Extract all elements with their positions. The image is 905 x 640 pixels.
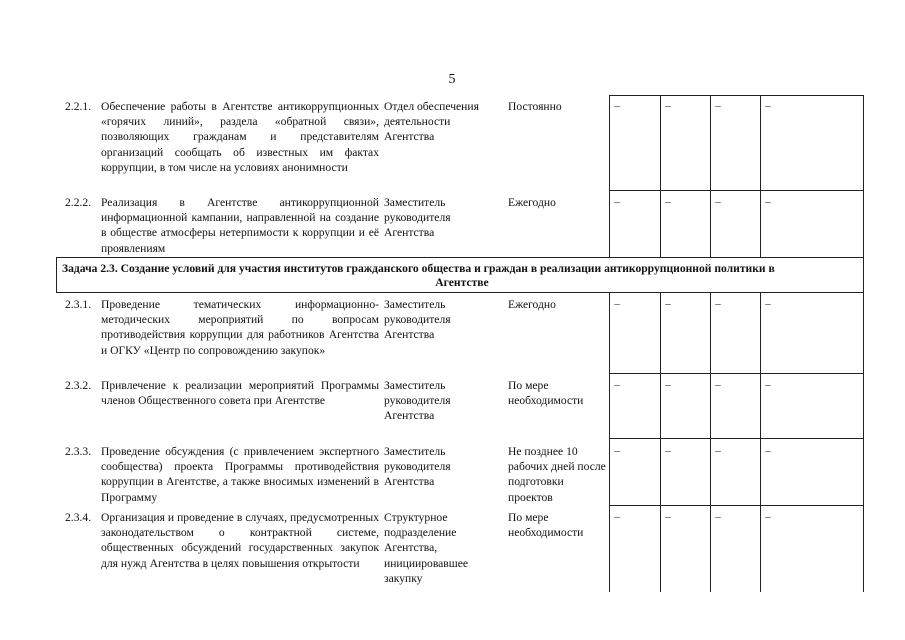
row-description: Обеспечение работы в Агентстве антикоррупционных «горячих линий», раздела «обратной связи», позволяющих гражданам и представителям организаций сообщать об известных им фактах коррупции, в том числе на условиях анонимности: [101, 100, 379, 174]
column-border: [760, 292, 761, 592]
column-border: [609, 292, 610, 592]
row-mark: –: [715, 298, 721, 310]
row-responsible: Заместитель руководителя Агентства: [384, 379, 451, 423]
row-description: Реализация в Агентстве антикоррупционной информационной кампании, направленной на создание в обществе атмосферы нетерпимости к коррупции и её проявлениям: [101, 196, 379, 255]
row-mark: –: [665, 100, 671, 112]
row-term: Не позднее 10 рабочих дней после подготовки проектов: [508, 445, 606, 504]
row-mark: –: [614, 298, 620, 310]
row-responsible: Заместитель руководителя Агентства: [384, 196, 451, 240]
row-mark: –: [765, 445, 771, 457]
row-separator: [609, 373, 864, 374]
row-mark: –: [715, 379, 721, 391]
row-mark: –: [614, 379, 620, 391]
column-border: [710, 292, 711, 592]
task-left-border: [56, 257, 57, 292]
task-heading: [62, 262, 862, 290]
column-border: [609, 95, 610, 257]
row-term: По мере необходимости: [508, 511, 584, 540]
row-number: 2.3.1.: [65, 298, 92, 311]
row-mark: –: [614, 100, 620, 112]
row-mark: –: [614, 511, 620, 523]
column-border: [710, 95, 711, 257]
row-mark: –: [765, 196, 771, 208]
row-mark: –: [765, 511, 771, 523]
row-term: Постоянно: [508, 100, 562, 113]
row-mark: –: [715, 100, 721, 112]
row-term: Ежегодно: [508, 196, 556, 209]
column-border: [863, 292, 864, 592]
row-mark: –: [665, 379, 671, 391]
task-heading-line1: Задача 2.3. Создание условий для участия институтов гражданского общества и граждан в реализации антикоррупционной политики в: [62, 262, 775, 275]
row-description: Проведение обсуждения (с привлечением экспертного сообщества) проекта Программы противодействия коррупции в Агентстве, а также вносимых изменений в Программу: [101, 445, 379, 504]
row-mark: –: [665, 196, 671, 208]
column-border: [660, 292, 661, 592]
row-mark: –: [765, 100, 771, 112]
column-border: [760, 95, 761, 257]
row-mark: –: [765, 298, 771, 310]
row-number: 2.2.2.: [65, 196, 92, 209]
row-mark: –: [715, 445, 721, 457]
row-mark: –: [665, 511, 671, 523]
row-description: Привлечение к реализации мероприятий Программы членов Общественного совета при Агентстве: [101, 379, 379, 408]
row-term: Ежегодно: [508, 298, 556, 311]
row-mark: –: [614, 196, 620, 208]
row-mark: –: [765, 379, 771, 391]
table-top-border: [609, 95, 864, 96]
row-number: 2.3.2.: [65, 379, 92, 392]
row-number: 2.3.3.: [65, 445, 92, 458]
column-border: [660, 95, 661, 257]
row-mark: –: [665, 445, 671, 457]
row-separator: [609, 505, 864, 506]
row-mark: –: [614, 445, 620, 457]
row-mark: –: [715, 511, 721, 523]
row-number: 2.2.1.: [65, 100, 92, 113]
row-separator: [609, 438, 864, 439]
row-description: Организация и проведение в случаях, предусмотренных законодательством о контрактной системе, общественных обсуждений государственных закупок для нужд Агентства в целях повышения открытости: [101, 511, 379, 570]
page-number: 5: [448, 72, 456, 87]
row-mark: –: [715, 196, 721, 208]
row-mark: –: [665, 298, 671, 310]
row-term: По мере необходимости: [508, 379, 584, 408]
row-responsible: Структурное подразделение Агентства, инициировавшее закупку: [384, 511, 468, 585]
row-description: Проведение тематических информационно-методических мероприятий по вопросам противодействия коррупции для работников Агентства и ОГКУ «Центр по сопровождению закупок»: [101, 298, 379, 357]
row-responsible: Заместитель руководителя Агентства: [384, 298, 451, 342]
row-separator: [609, 190, 864, 191]
row-number: 2.3.4.: [65, 511, 92, 524]
row-responsible: Заместитель руководителя Агентства: [384, 445, 451, 489]
task-top-border: [56, 257, 864, 258]
column-border: [863, 95, 864, 292]
task-heading-line2: Агентстве: [435, 276, 489, 289]
row-responsible: Отдел обеспечения деятельности Агентства: [384, 100, 479, 144]
task-bottom-border: [56, 292, 864, 293]
